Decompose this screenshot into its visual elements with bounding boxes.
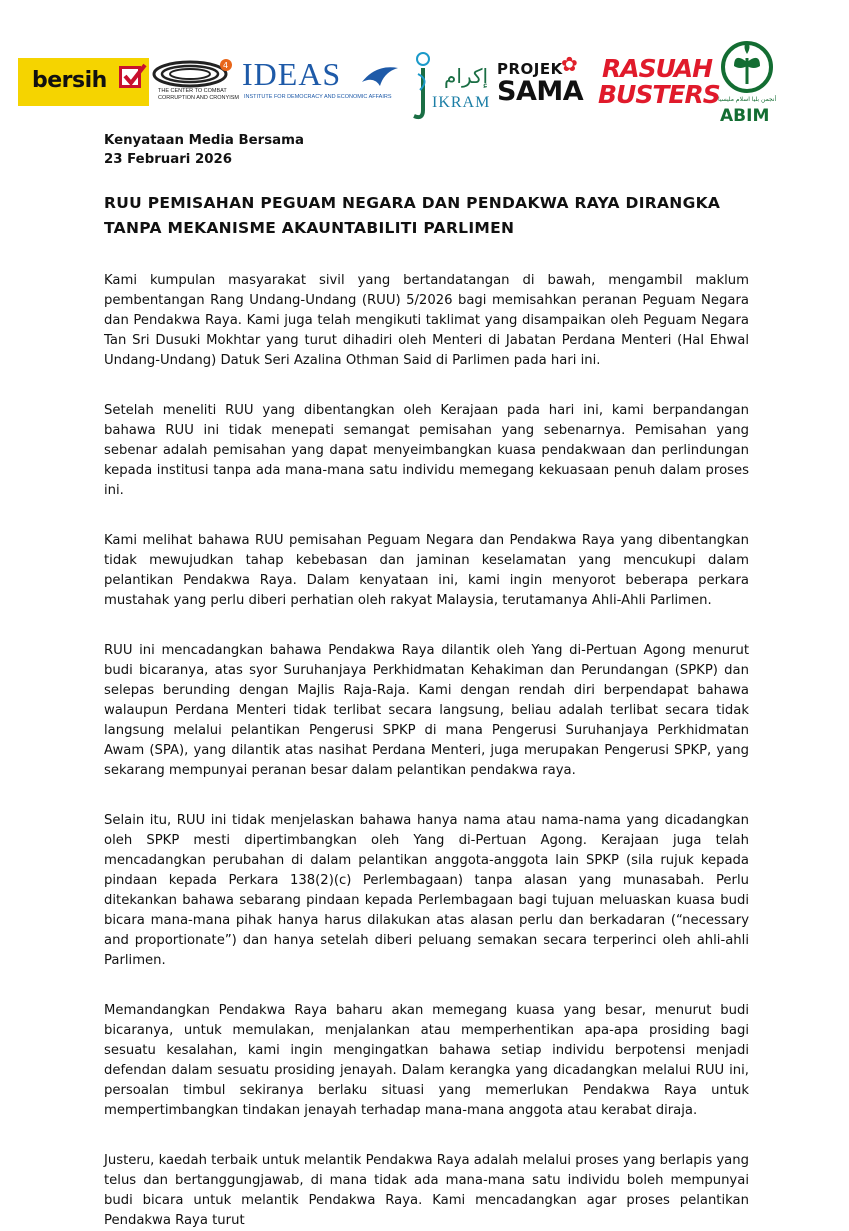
abim-logo (714, 40, 780, 126)
bird-icon (360, 62, 400, 90)
title-line-1: RUU PEMISAHAN PEGUAM NEGARA DAN PENDAKWA RAYA DIRANGKA (104, 194, 721, 212)
abim-emblem-icon (720, 40, 774, 94)
page-title (104, 191, 749, 241)
c4-swirl-icon (150, 56, 236, 88)
paragraph: Setelah meneliti RUU yang dibentangkan oleh Kerajaan pada hari ini, kami berpandangan bahawa RUU ini tidak menepati semangat pemisahan yang sebenarnya. Pemisahan yang sebenar adalah pemisahan yang dapat menyeimbangkan kuasa pendakwaan dan perlindungan kepada institusi tanpa ada mana-mana satu individu memegang kekuasaan penuh dalam proses ini. (104, 403, 749, 498)
ikram-logo-text: IKRAM (432, 94, 491, 111)
bersih-logo-text: bersih (32, 68, 107, 93)
ideas-logo-text: IDEAS (242, 56, 342, 92)
document-type: Kenyataan Media Bersama (104, 133, 304, 148)
ideas-logo (242, 58, 402, 104)
title-line-2: TANPA MEKANISME AKAUNTABILITI PARLIMEN (104, 219, 515, 237)
c4-subtitle: THE CENTER TO COMBAT CORRUPTION AND CRONYISM (158, 88, 239, 101)
projek-sama-logo (497, 52, 589, 110)
abim-arabic: أنجمن بليا اسلام مليسيا (718, 96, 777, 103)
ikram-logo (408, 50, 491, 122)
press-release-body (104, 131, 749, 1231)
paragraph: Kami melihat bahawa RUU pemisahan Peguam Negara dan Pendakwa Raya yang dibentangkan tidak mewujudkan tahap kebebasan dan jaminan keselamatan yang mencukupi dalam pelantikan Pendakwa Raya. Dalam kenyataan ini, kami ingin menyorot beberapa perkara mustahak yang perlu diberi perhatian oleh rakyat Malaysia, terutamanya Ahli-Ahli Parlimen. (104, 533, 749, 608)
ikram-arabic: إكرام (444, 64, 489, 88)
abim-logo-text: ABIM (720, 106, 770, 126)
checkmark-icon (119, 66, 141, 88)
hibiscus-icon: ✿ (561, 52, 578, 76)
ideas-subtitle: INSTITUTE FOR DEMOCRACY AND ECONOMIC AFFAIRS (244, 94, 392, 100)
svg-text:4: 4 (223, 61, 229, 70)
paragraph: Kami kumpulan masyarakat sivil yang bertandatangan di bawah, mengambil maklum pembentangan Rang Undang-Undang (RUU) 5/2026 bagi memisahkan peranan Peguam Negara dan Pendakwa Raya. Kami juga telah mengikuti taklimat yang disampaikan oleh Peguam Negara Tan Sri Dusuki Mokhtar yang turut dihadiri oleh Menteri di Jabatan Perdana Menteri (Hal Ehwal Undang-Undang) Datuk Seri Azalina Othman Said di Parlimen pada hari ini. (104, 273, 749, 368)
sama-text: SAMA (497, 76, 584, 107)
busters-text: BUSTERS (598, 80, 720, 109)
projek-text: PROJEK (497, 60, 563, 78)
document-date: 23 Februari 2026 (104, 152, 232, 167)
paragraph: Justeru, kaedah terbaik untuk melantik Pendakwa Raya adalah melalui proses yang berlapis yang telus dan bertanggungjawab, di mana tidak ada mana-mana satu individu boleh mempunyai budi bicara untuk melantik Pendakwa Raya. Kami mencadangkan agar proses pelantikan Pendakwa Raya turut (104, 1153, 749, 1228)
rasuah-busters-logo (598, 54, 720, 114)
paragraph: Memandangkan Pendakwa Raya baharu akan memegang kuasa yang besar, menurut budi bicaranya, untuk memulakan, menjalankan atau memperhentikan apa-apa prosiding bagi sesuatu kesalahan, kami ingin mengingatkan bahawa setiap individu berpotensi menjadi defendan dalam sesuatu prosiding jenayah. Dalam kerangka yang dicadangkan melalui RUU ini, persoalan timbul sekiranya berlaku situasi yang memerlukan Pendakwa Raya untuk mempertimbangkan tindakan jenayah terhadap mana-mana anggota atau kerabat diraja. (104, 1003, 749, 1118)
paragraph: Selain itu, RUU ini tidak menjelaskan bahawa hanya nama atau nama-nama yang dicadangkan oleh SPKP mesti dipertimbangkan oleh Yang di-Pertuan Agong. Kerajaan juga telah mencadangkan perubahan di dalam pelantikan anggota-anggota lain SPKP (sila rujuk kepada pindaan kepada Perkara 138(2)(c) Perlembagaan) tanpa alasan yang munasabah. Perlu ditekankan bahawa sebarang pindaan kepada Perlembagaan bagi tujuan meluaskan kuasa budi bicara mana-mana pihak hanya harus dilakukan atas alasan perlu dan berkadaran (“necessary and proportionate”) dan hanya setelah diberi peluang semakan secara terperinci oleh ahli-ahli Parlimen. (104, 813, 749, 968)
paragraph: RUU ini mencadangkan bahawa Pendakwa Raya dilantik oleh Yang di-Pertuan Agong menurut budi bicaranya, atas syor Suruhanjaya Perkhidmatan Kehakiman dan Perundangan (SPKP) dan selepas berunding dengan Majlis Raja-Raja. Kami dengan rendah diri berpendapat bahawa walaupun Perdana Menteri tidak terlibat secara langsung, beliau adalah terlibat secara tidak langsung melalui pelantikan Pengerusi SPKP di mana Pengerusi Suruhanjaya Perkhidmatan Awam (SPA), yang dilantik atas nasihat Perdana Menteri, juga merupakan Pengerusi SPKP, yang sekarang mempunyai peranan besar dalam pelantikan pendakwa raya. (104, 643, 749, 778)
bersih-logo (18, 58, 149, 106)
rasuah-text: RASUAH (602, 54, 713, 83)
c4-logo (150, 56, 239, 106)
logo-banner (0, 0, 849, 130)
